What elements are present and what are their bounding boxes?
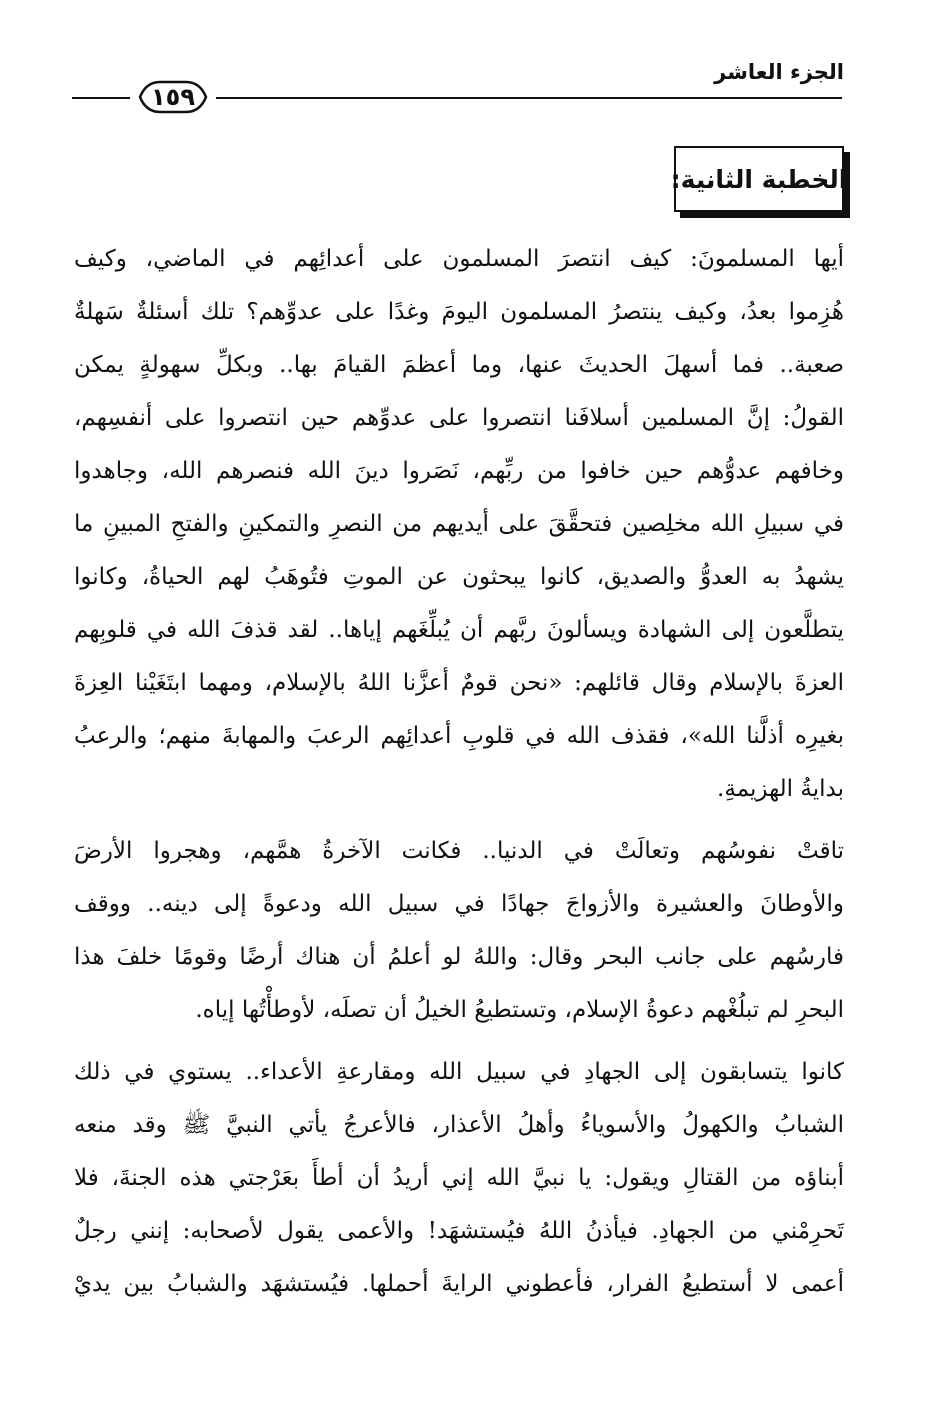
text-line: والأوطانَ والعشيرة والأزواجَ جهادًا في سبيل الله ودعوةً إلى دينه.. ووقف	[74, 891, 844, 917]
text-line: هُزِموا بعدُ، وكيف ينتصرُ المسلمون اليومَ وغدًا على عدوِّهم؟ تلك أسئلةٌ سَهلةٌ	[74, 299, 844, 325]
text-line: كانوا يتسابقون إلى الجهادِ في سبيل الله ومقارعةِ الأعداء.. يستوي في ذلك	[74, 1059, 844, 1085]
text-line: وخافهم عدوُّهم حين خافوا من ربِّهم، نَصَروا دينَ الله فنصرهم الله، وجاهدوا	[74, 458, 844, 484]
text-line: القولُ: إنَّ المسلمين أسلافَنا انتصروا على عدوِّهم حين انتصروا على أنفسِهم،	[74, 405, 844, 431]
section-title-box	[670, 146, 848, 212]
text-line: أيها المسلمونَ: كيف انتصرَ المسلمون على أعدائِهم في الماضي، وكيف	[74, 246, 844, 272]
paragraph-3	[74, 1046, 844, 1311]
running-title: الجزء العاشر	[714, 60, 844, 84]
paragraph-gap	[74, 816, 844, 825]
text-line: يشهدُ به العدوُّ والصديق، كانوا يبحثون عن الموتِ فتُوهَبُ لهم الحياةُ، وكانوا	[74, 564, 844, 590]
page-number: ١٥٩	[151, 83, 195, 111]
text-line: البحرِ لم تبلُغْهم دعوةُ الإسلام، وتستطيعُ الخيلُ أن تصلَه، لأوطأْتُها إياه.	[195, 997, 844, 1023]
text-line: يتطلَّعون إلى الشهادة ويسألونَ ربَّهم أن يُبلِّغَهم إياها.. لقد قذفَ الله في قلوبِهم	[74, 617, 844, 643]
text-line: بغيرِه أذلَّنا الله»، فقذف الله في قلوبِ أعدائِهم الرعبَ والمهابةَ منهم؛ والرعبُ	[74, 723, 844, 749]
text-line: تَحرِمْني من الجهادِ. فيأذنُ اللهُ فيُستشهَد! والأعمى يقول لأصحابه: إنني رجلٌ	[74, 1218, 844, 1244]
paragraph-1	[74, 233, 844, 816]
text-line: الشبابُ والكهولُ والأسوياءُ وأهلُ الأعذار، فالأعرجُ يأتي النبيَّ ﷺ وقد منعه	[74, 1112, 844, 1138]
text-line: أبناؤه من القتالِ ويقول: يا نبيَّ الله إني أريدُ أن أطأَ بعَرْجتي هذه الجنةَ، فلا	[74, 1165, 844, 1191]
paragraph-2	[74, 825, 844, 1037]
text-line: صعبة.. فما أسهلَ الحديثَ عنها، وما أعظمَ القيامَ بها.. وبكلِّ سهولةٍ يمكن	[74, 352, 844, 378]
text-line: فارسُهم على جانب البحر وقال: واللهُ لو أعلمُ أن هناك أرضًا وقومًا خلفَ هذا	[74, 944, 845, 970]
section-title: الخطبة الثانية:	[670, 164, 848, 194]
paragraph-gap	[74, 1037, 844, 1046]
text-line: بدايةُ الهزيمةِ.	[717, 776, 844, 802]
text-line: أعمى لا أستطيعُ الفرار، فأعطوني الرايةَ أحملها. فيُستشهَد والشبابُ بين يديْ	[74, 1271, 844, 1297]
text-line: تاقتْ نفوسُهم وتعالَتْ في الدنيا.. فكانت الآخرةُ همَّهم، وهجروا الأرضَ	[74, 838, 844, 864]
text-line: في سبيلِ الله مخلِصين فتحقَّقَ على أيديهم من النصرِ والتمكينِ والفتحِ المبينِ ما	[74, 511, 844, 537]
section-title-frame	[670, 146, 848, 212]
text-line: العزةَ بالإسلام وقال قائلهم: «نحن قومٌ أعزَّنا اللهُ بالإسلام، ومهما ابتَغَيْنا العِزةَ	[74, 670, 844, 696]
page-number-badge	[130, 80, 216, 114]
body-text	[74, 233, 844, 1311]
